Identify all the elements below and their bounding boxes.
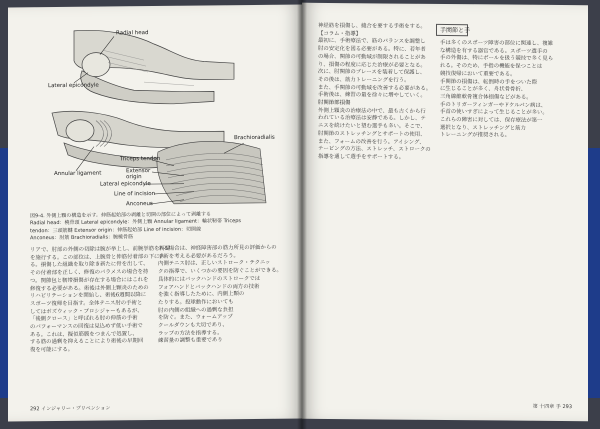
section-heading: 肘関節部損傷	[318, 99, 351, 107]
text-line: つ。関節包と靭帯損傷が存在する場合にはこれを	[30, 276, 149, 285]
text-line: また、手関節の可動域を改善する必要がある。	[318, 84, 432, 92]
text-line: 競技復帰において重要である。	[440, 70, 516, 78]
text-line: を防ぐ。また、ウォームアップ	[158, 314, 233, 322]
text-line: フォアハンドとバックハンドの両方の技術	[158, 283, 260, 291]
left-page-column-2	[158, 245, 284, 346]
text-line: れる。そのため、手指の機能を保つことは	[440, 63, 543, 70]
figure-caption	[30, 211, 278, 243]
right-page-column-1	[318, 23, 436, 163]
label-extensor-origin: Extensor origin	[126, 168, 151, 181]
text-line: 手術後は、練習の量を徐々に増やしていく。	[318, 92, 426, 100]
text-line: を施行する。この部位は、上腕骨と伸筋付着部の下にあ	[30, 253, 165, 262]
text-line: 修復する必要がある。術後は外側上顆炎のための	[30, 284, 149, 292]
text-line: 最初に、手術療法で、筋のバランスを調整し	[318, 38, 426, 46]
text-line: 外側上顆炎の治療法の中で、最も古くから行	[318, 107, 426, 115]
text-line: リハビリテーションを開始し、術後6週間以降に	[30, 292, 147, 300]
label-lateral-epicondyle: Lateral epicondyle	[48, 82, 99, 90]
label-line-of-incision: Line of incision	[114, 190, 156, 198]
text-line: する筋の過剰を抑えることにより術後の早期回	[30, 338, 144, 346]
label-radial-head: Radial head	[116, 30, 149, 37]
text-line: 練習量の調整も重要であり	[158, 337, 223, 345]
text-line: これらの障害に対しては、保存療法が第一	[440, 116, 543, 124]
text-line: る。損傷した組織を取り除き新たに骨を出して、	[30, 261, 149, 269]
text-line: 復を可能にする。	[30, 346, 74, 354]
left-page-column-1	[30, 245, 171, 355]
book-cover-right	[588, 148, 600, 398]
text-line: ある場合は、神経障害部の筋力所見の評価からの	[158, 244, 277, 252]
label-annular-ligament: Annular ligament	[54, 170, 102, 178]
text-line: クールダウンも大切であり、	[158, 322, 228, 329]
text-line: を強く指導したために、内側上顆の	[158, 291, 245, 299]
caption-line: 図9-4. 外側上顆の構造を示す。伸筋起始部の剥離と切開の部位によって剥離する	[30, 211, 211, 220]
text-line: テーピングの方法、ストレッチ、ストロークの	[318, 146, 431, 154]
text-line: 指導を通して選手をサポートする。	[318, 153, 405, 161]
text-line: 手の外傷は、特にボールを扱う競技で多く見ら	[440, 55, 554, 63]
text-line: してはボズウィック・プロシジャーもあるが、	[30, 307, 143, 315]
text-line: 手のトリガーフィンガーやドケルバン病は、	[440, 101, 547, 109]
text-line: 肘の内側の組織への過剰な負担	[158, 306, 234, 314]
text-line: また、フォームの改善を行う。アイシング、	[318, 138, 425, 146]
book-gutter	[297, 0, 307, 429]
label-triceps-tendon: Triceps tendon	[120, 155, 161, 163]
text-line: スポーツ復帰を目指す。全体テニス肘の手術と	[30, 300, 143, 308]
caption-line: Anconeus：肘筋 Brachioradialis：腕橈骨筋	[30, 234, 134, 242]
label-lateral-epicondyle-2: Lateral epicondyle	[100, 181, 151, 188]
text-line: われている治療法は安静である。しかし、テ	[318, 115, 426, 123]
text-line: 次に、肘関節のブレースを装着して保護し、	[318, 69, 426, 77]
text-line: 手関節の損傷は、転倒時の手をついた際	[440, 78, 538, 86]
caption-line: Radial head：橈骨頭 Lateral epicondyle：外側上顆 Annular ligament：輪状靭帯 Triceps	[30, 218, 241, 227]
text-line: に生じることが多く、舟状骨骨折、	[440, 86, 527, 93]
text-line: 内側テニス肘は、正しいストローク・テクニッ	[158, 260, 271, 268]
text-line: ある。これは、擬似筋膜をつまんで処置し、	[30, 330, 138, 339]
caption-line: tendon：三頭筋腱 Extensor origin：伸筋起始部 Line of incision：切開線	[30, 226, 201, 235]
text-line: その付着部を正しく、修復のパラメスの場合を持	[30, 269, 149, 277]
text-line: ニスを続けたいと望む選手も多い。そこで、	[318, 123, 426, 130]
text-line: リアで、肘部の外側の切除は腕が挙上し、前腕挙筋を再建	[30, 245, 171, 254]
text-line: 具体的にはバックハンドのストロークでは	[158, 275, 261, 283]
right-page-footer: 第 十四章 手 293	[532, 403, 572, 411]
elbow-anatomy-figure	[34, 19, 278, 208]
label-anconeus: Anconeus	[126, 201, 153, 208]
text-line: り、損傷の程度に応じた治療が必要となる。	[318, 61, 426, 69]
text-line: 三角線維軟骨複合体損傷などがある。	[440, 93, 532, 101]
text-line: ラップの方法を指導する。	[158, 330, 223, 337]
text-line: のパフォーマンスの回復は見込めず低い手術で	[30, 323, 143, 331]
text-line: 神経筋を損傷し、縫合を要する手術をする。	[318, 22, 426, 30]
text-line: その後は、筋力トレーニングを行う。	[318, 76, 410, 84]
right-page	[302, 3, 588, 421]
left-page-footer: 292 インジャリー・プリベンション	[30, 405, 111, 413]
label-brachioradialis: Brachioradialis	[234, 134, 275, 142]
text-line: 肘関節のストレッチングとサポートの使用、	[318, 130, 426, 138]
text-line: 手術を考える必要があるだろう。	[158, 252, 239, 260]
right-page-column-2	[440, 40, 570, 141]
elbow-illustration	[34, 19, 278, 208]
text-line: 手首の使いすぎによって生じることが多い。	[440, 109, 548, 117]
text-line: 「後側クロース」と呼ばれる肘の伸筋の手術	[30, 315, 138, 323]
text-line: 【コラム・指導】	[318, 30, 362, 37]
text-line: な構造を有する器官である。スポーツ選手の	[440, 47, 548, 55]
left-page	[8, 4, 302, 421]
text-line: 手は多くのスポーツ障害の部位に関連し、複雑	[440, 39, 553, 47]
chapter-heading: 手関節と手	[440, 26, 471, 35]
text-line: 選択となり、ストレッチングと筋力	[440, 124, 526, 132]
text-line: トレーニングが推奨される。	[440, 132, 510, 140]
text-line: の場合、関節の可動域が制限されることがあ	[318, 53, 426, 61]
text-line: たりする。投球動作においても	[158, 299, 234, 306]
text-line: 肘の安定化を図る必要がある。特に、若年者	[318, 46, 426, 53]
text-line: クの指導で、いくつかの要因を防ぐことができる。	[158, 267, 282, 276]
